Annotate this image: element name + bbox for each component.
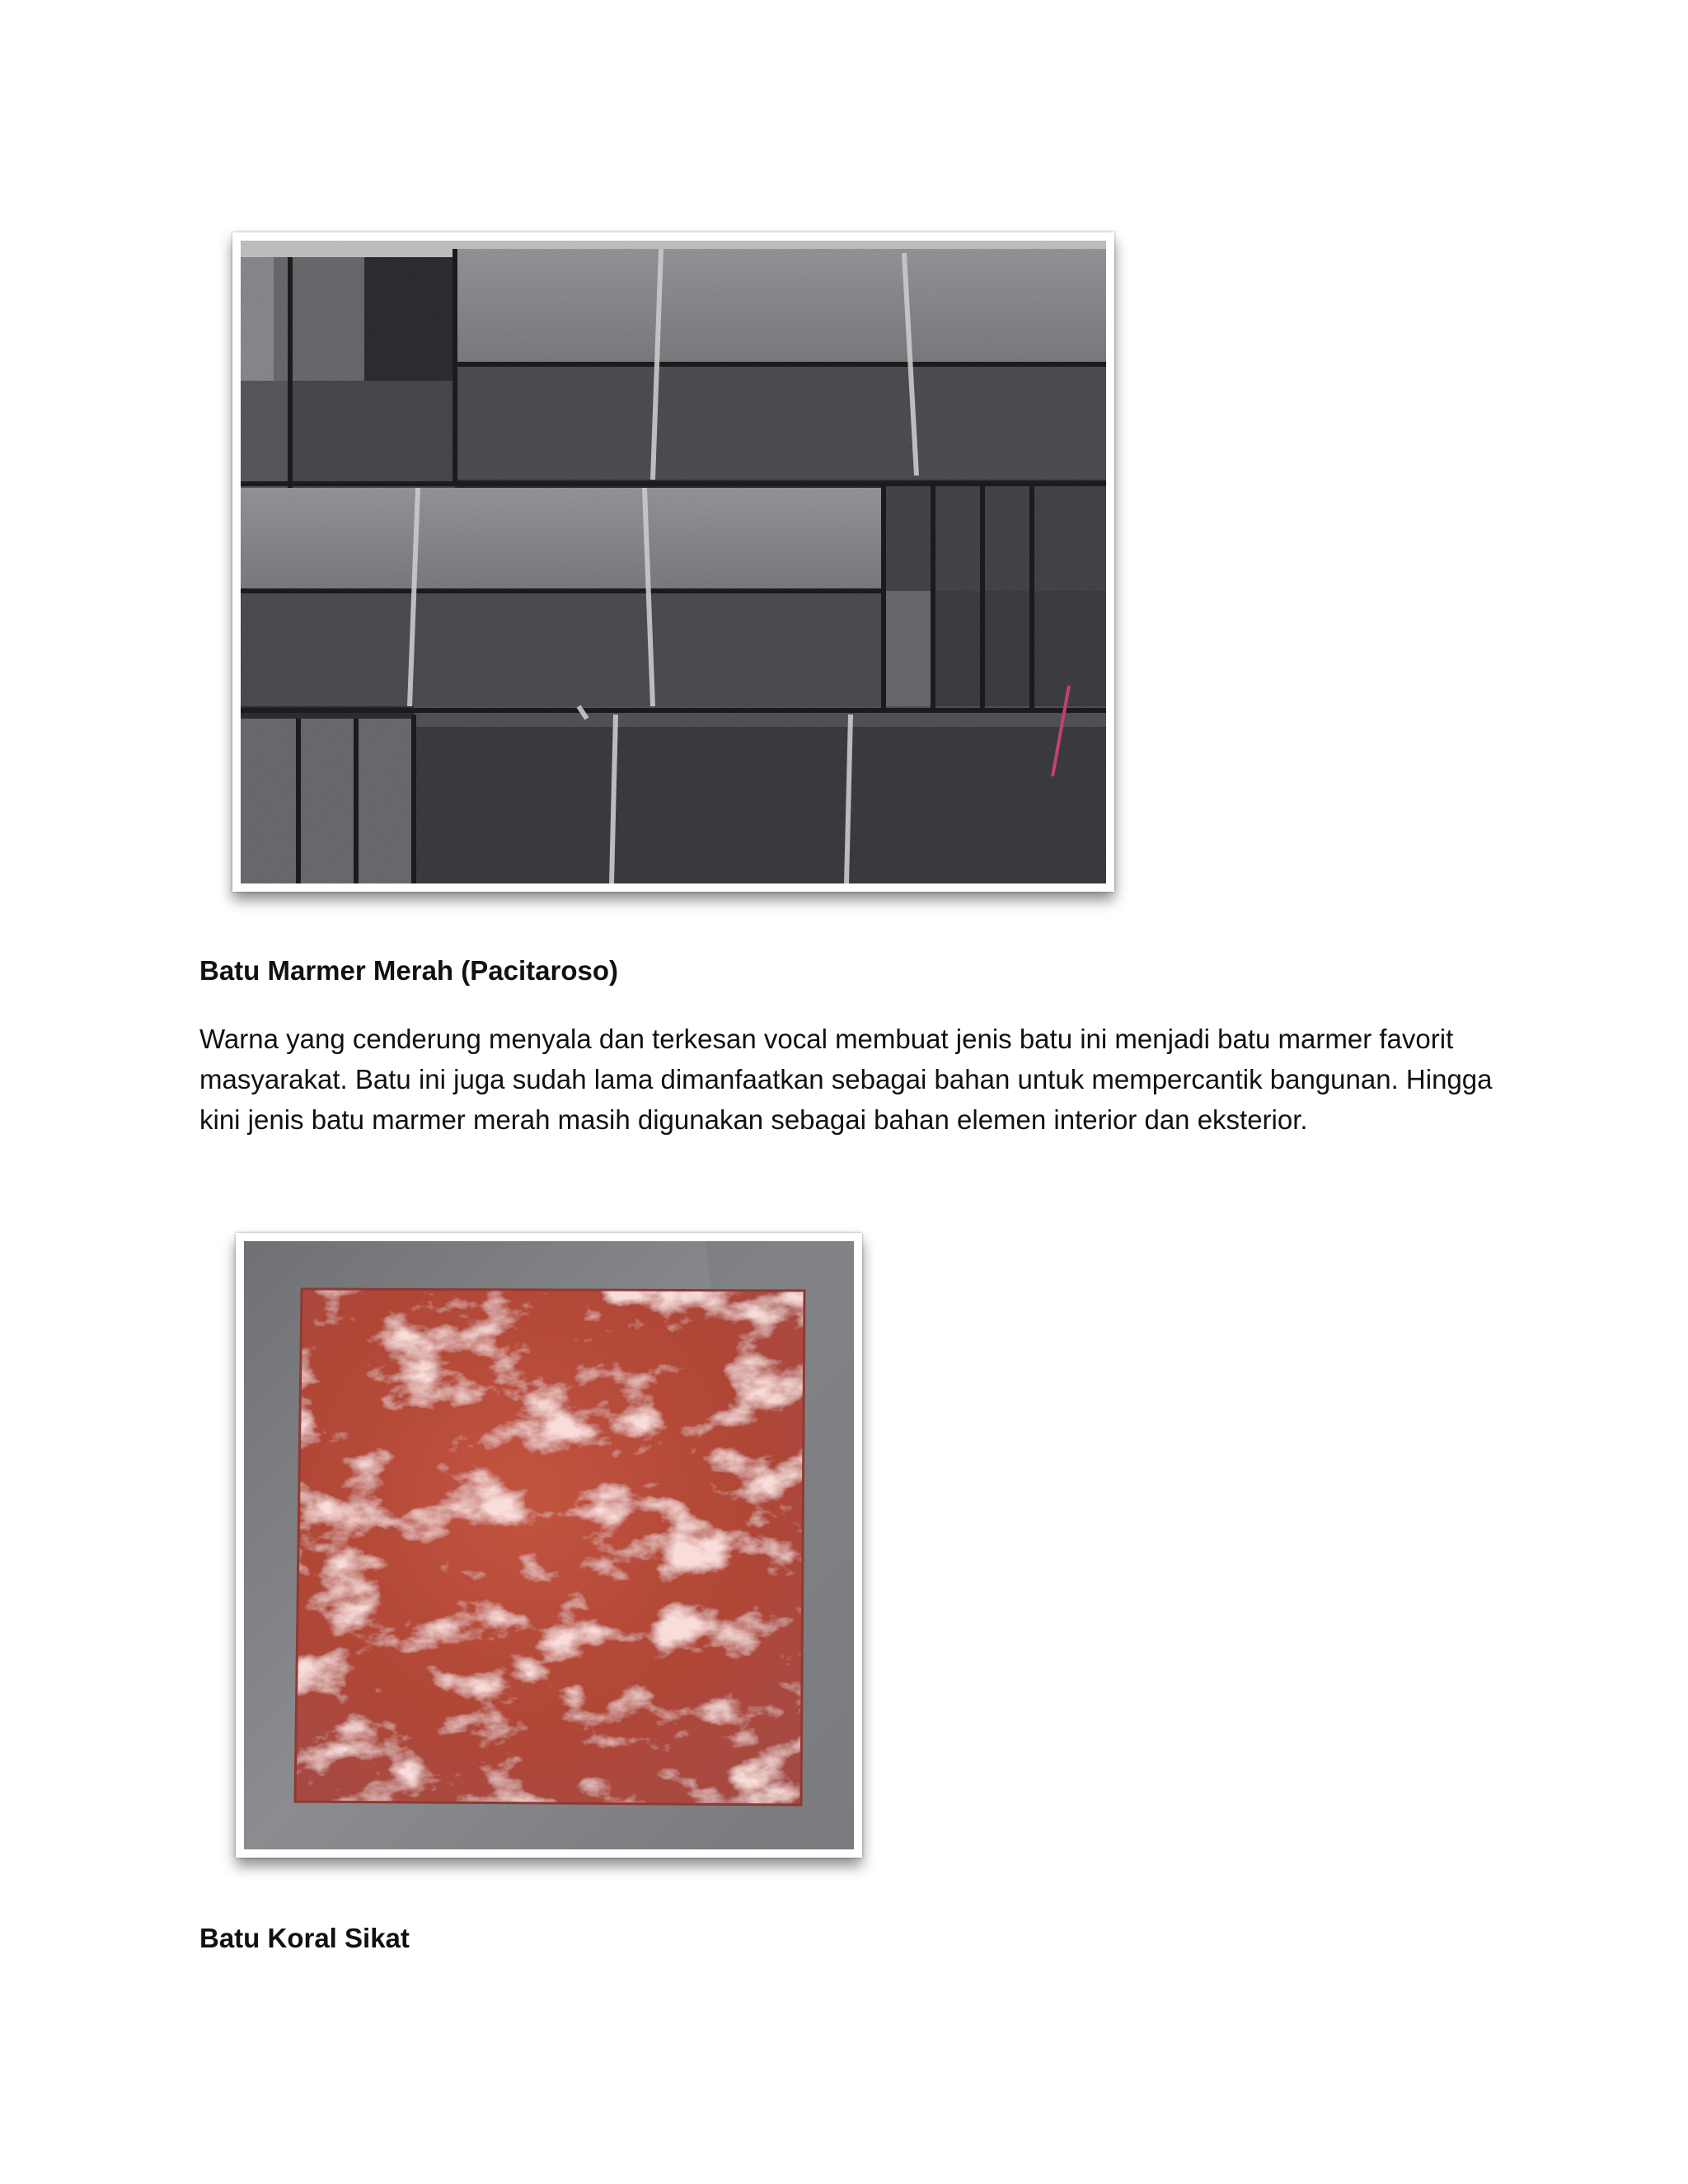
section-paragraph-marmer-merah: Warna yang cenderung menyala dan terkesan vocal membuat jenis batu ini menjadi batu marmer favorit masyarakat. Batu ini juga sudah lama dimanfaatkan sebagai bahan untuk mempercantik bangunan. Hingga kini jenis batu marmer merah masih digunakan sebagai bahan elemen interior dan eksterior.: [199, 1024, 1493, 1135]
stone-blocks-photo: [232, 232, 1114, 892]
red-marble-tile-photo: [236, 1233, 862, 1858]
section-heading-koral-sikat: Batu Koral Sikat: [199, 1923, 410, 1953]
section-heading-marmer-merah: Batu Marmer Merah (Pacitaroso): [199, 955, 618, 986]
